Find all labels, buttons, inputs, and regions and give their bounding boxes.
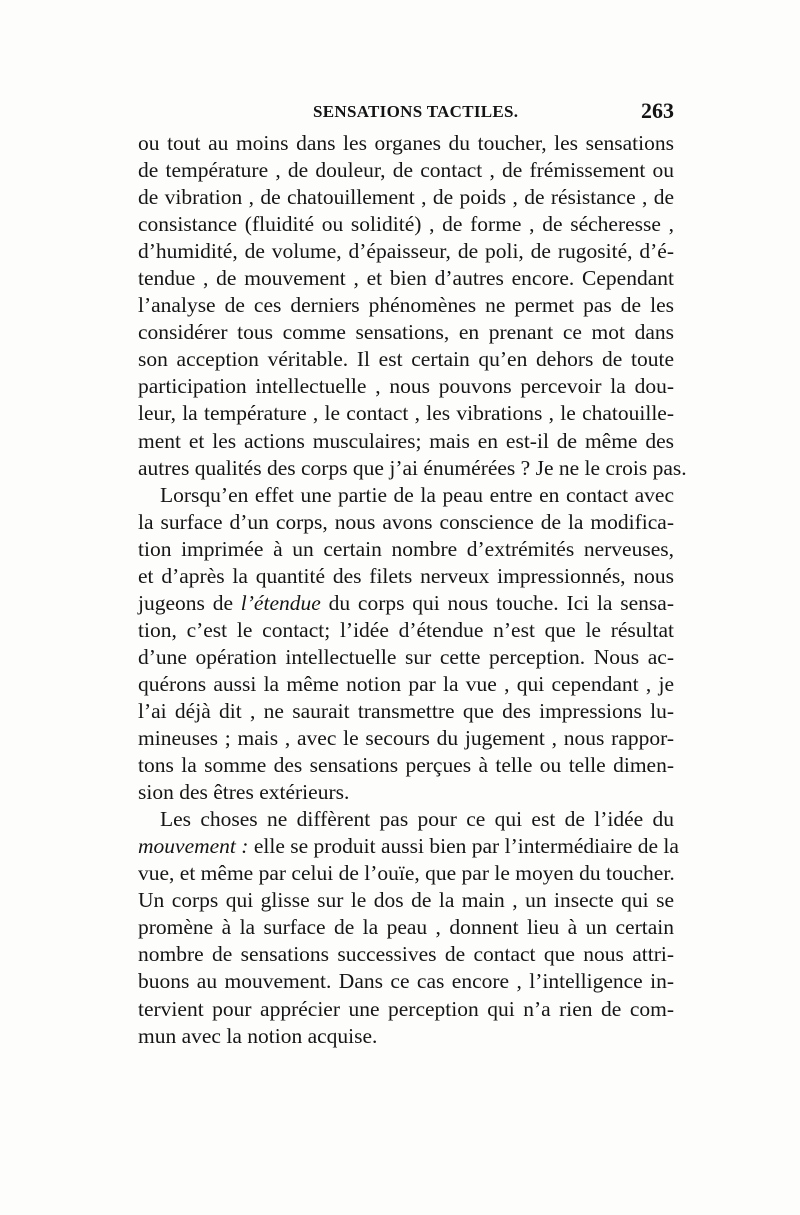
text-line: ment et les actions musculaires; mais en est-il de même des [138, 428, 674, 453]
text-line: promène à la surface de la peau , donnent lieu à un certain [138, 915, 674, 940]
text-line: consistance (fluidité ou solidité) , de forme , de sécheresse , [138, 212, 674, 237]
text-line: et d’après la quantité des filets nerveux impressionnés, nous [138, 563, 674, 588]
italic-term: l’étendue [240, 590, 321, 615]
text-fragment: jugeons de [138, 590, 241, 615]
text-line: mineuses ; mais , avec le secours du jugement , nous rappor- [138, 726, 674, 751]
running-title: SENSATIONS TACTILES. [313, 102, 519, 121]
text-line: l’ai déjà dit , ne saurait transmettre que des impressions lu- [138, 698, 674, 723]
text-line: d’une opération intellectuelle sur cette perception. Nous ac- [138, 644, 674, 669]
body-text [138, 130, 687, 1050]
text-line: sion des êtres extérieurs. [138, 780, 350, 805]
text-line [138, 590, 674, 617]
text-line: Un corps qui glisse sur le dos de la main , un insecte qui se [138, 888, 674, 913]
text-line: autres qualités des corps que j’ai énumérées ? Je ne le crois pas. [138, 455, 687, 480]
text-line: quérons aussi la même notion par la vue , qui cependant , je [138, 671, 674, 696]
text-line: tervient pour apprécier une perception qui n’a rien de com- [138, 996, 674, 1021]
text-line: Les choses ne diffèrent pas pour ce qui est de l’idée du [160, 807, 674, 832]
text-line: d’humidité, de volume, d’épaisseur, de poli, de rugosité, d’é- [138, 239, 674, 264]
text-line: son acception véritable. Il est certain qu’en dehors de toute [138, 347, 674, 372]
text-line: tons la somme des sensations perçues à telle ou telle dimen- [138, 753, 674, 778]
paragraph-1 [138, 130, 687, 482]
text-line: ou tout au moins dans les organes du toucher, les sensations [138, 131, 674, 155]
text-line [138, 833, 679, 860]
text-line: vue, et même par celui de l’ouïe, que par le moyen du toucher. [138, 861, 675, 886]
text-line: tendue , de mouvement , et bien d’autres encore. Cependant [138, 266, 674, 291]
page-header [140, 98, 674, 128]
text-line: considérer tous comme sensations, en prenant ce mot dans [138, 320, 674, 345]
text-line: mun avec la notion acquise. [138, 1023, 378, 1048]
text-fragment: elle se produit aussi bien par l’intermédiaire de la [248, 834, 679, 859]
text-line: nombre de sensations successives de contact que nous attri- [138, 942, 674, 967]
page-number: 263 [641, 98, 674, 123]
text-line: l’analyse de ces derniers phénomènes ne permet pas de les [138, 293, 674, 318]
paragraph-2 [138, 482, 674, 807]
text-line: de température , de douleur, de contact , de frémissement ou [138, 158, 674, 183]
italic-term: mouvement : [138, 834, 249, 859]
text-line: Lorsqu’en effet une partie de la peau entre en contact avec [160, 482, 674, 507]
text-line: tion imprimée à un certain nombre d’extrémités nerveuses, [138, 536, 674, 561]
paragraph-3 [138, 806, 679, 1049]
text-line: buons au mouvement. Dans ce cas encore , l’intelligence in- [138, 969, 674, 994]
text-line: la surface d’un corps, nous avons conscience de la modifica- [138, 509, 674, 534]
text-line: de vibration , de chatouillement , de poids , de résistance , de [138, 185, 674, 210]
text-line: tion, c’est le contact; l’idée d’étendue n’est que le résultat [138, 617, 674, 642]
text-line: leur, la température , le contact , les vibrations , le chatouille- [138, 401, 674, 426]
text-line: participation intellectuelle , nous pouvons percevoir la dou- [138, 374, 674, 399]
text-fragment: du corps qui nous touche. Ici la sensa- [320, 590, 674, 615]
